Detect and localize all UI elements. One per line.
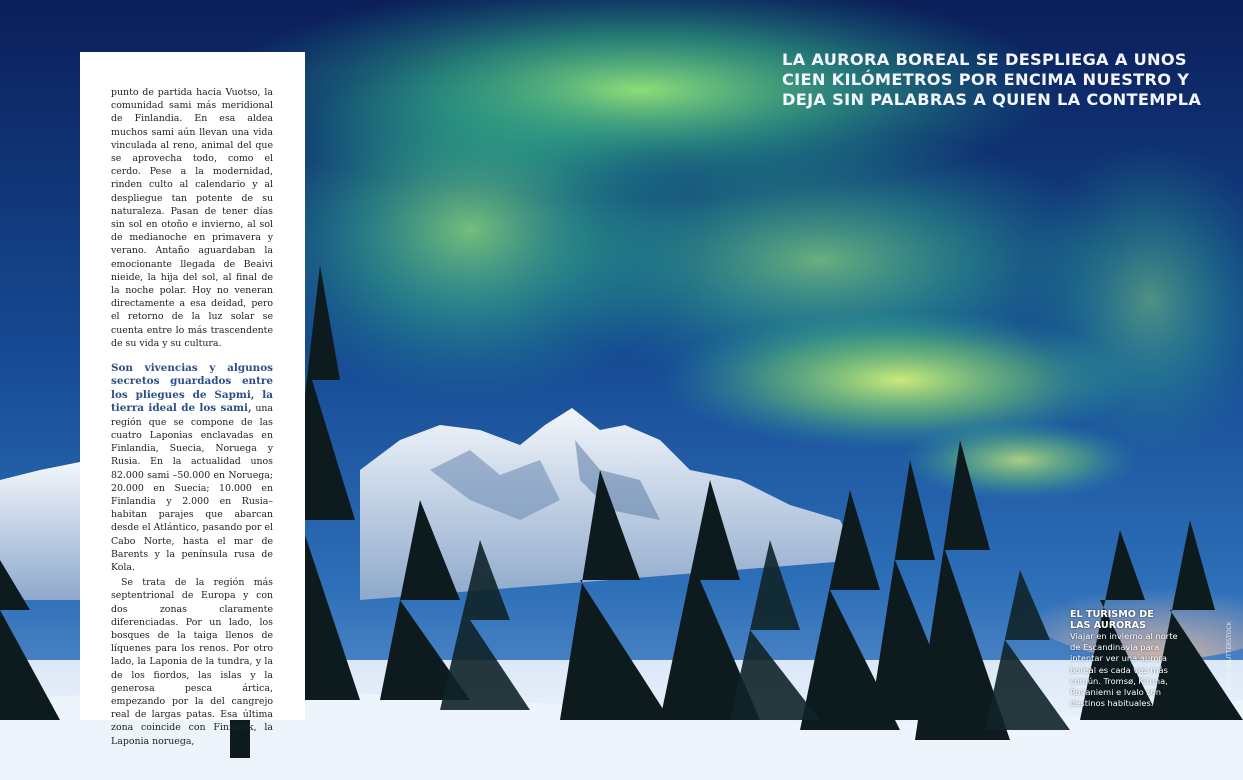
lead-in-highlight: Son vivencias y algunos secretos guardados entre los pliegues de Sapmi, la tierra ideal de los sami,	[111, 362, 273, 415]
article-text-column	[80, 52, 305, 747]
caption-body: Viajar en invierno al norte de Escandinavia para intentar ver una aurora boreal es cada vez más común. Tromsø, Kiruna, Rovaniemi e Ivalo son destinos habituales.	[1070, 631, 1178, 709]
photo-credit: FOTO: SHUTTERSTOCK	[1226, 621, 1233, 690]
lead-in-continuation: una región que se compone de las cuatro Laponias enclavadas en Finlandia, Suecia, Noruega y Rusia. En la actualidad unos 82.000 sami –50.000 en Noruega; 20.000 en Suecia; 10.000 en Finlandia y 2.000 en Rusia– habitan parajes que abarcan desde el Atlántico, pasando por el Cabo Norte, hasta el mar de Barents y la península rusa de Kola.	[111, 403, 273, 573]
body-paragraph-2	[111, 362, 273, 574]
pull-quote-headline: LA AURORA BOREAL SE DESPLIEGA A UNOS CIEN KILÓMETROS POR ENCIMA NUESTRO Y DEJA SIN PALABRAS A QUIEN LA CONTEMPLA	[782, 50, 1202, 109]
body-paragraph-3: Se trata de la región más septentrional de Europa y con dos zonas claramente diferenciadas. Por un lado, los bosques de la taiga llenos de líquenes para los renos. Por otro lado, la Laponia de la tundra, y la de los fiordos, las islas y la generosa pesca ártica, empezando por la del cangrejo real de largas patas. Esa última zona coincide con Finmark, la Laponia noruega,	[111, 577, 273, 747]
photo-caption	[1070, 609, 1180, 709]
body-paragraph-1: punto de partida hacia Vuotso, la comunidad sami más meridional de Finlandia. En esa aldea muchos sami aún llevan una vida vinculada al reno, animal del que se aprovecha todo, como el cerdo. Pese a la modernidad, rinden culto al calendario y al despliegue tan potente de su naturaleza. Pasan de tener días sin sol en otoño e invierno, al sol de medianoche en primavera y verano. Antaño aguardaban la emocionante llegada de Beaivi nieide, la hija del sol, al final de la noche polar. Hoy no veneran directamente a esa deidad, pero el retorno de la luz solar se cuenta entre lo más trascendente de su vida y su cultura.	[111, 87, 273, 349]
caption-title: EL TURISMO DE LAS AURORAS	[1070, 609, 1154, 631]
